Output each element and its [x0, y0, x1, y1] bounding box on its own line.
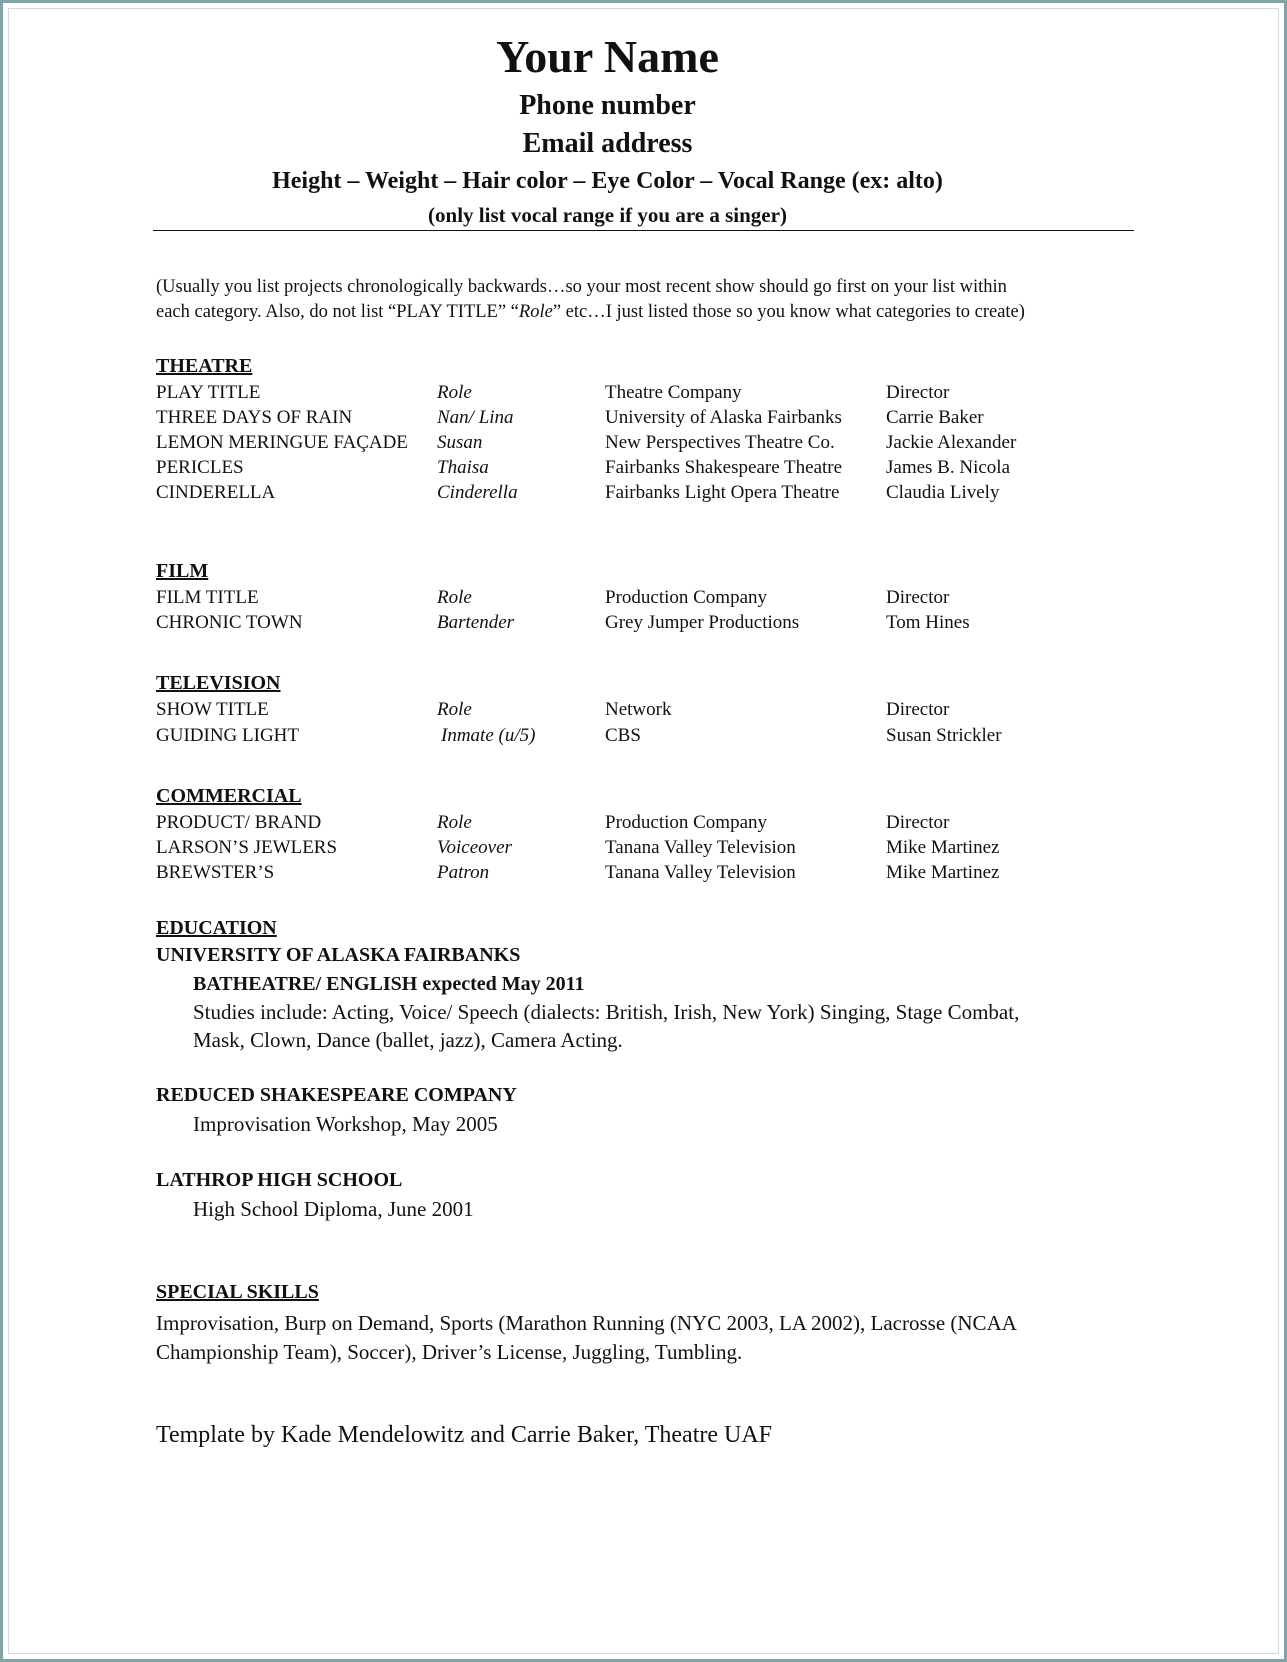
- commercial-director: Director: [886, 812, 950, 833]
- tv-director: Susan Strickler: [886, 725, 1002, 746]
- commercial-director: Mike Martinez: [886, 837, 1000, 858]
- theatre-role: Thaisa: [437, 457, 489, 478]
- section-heading-television: TELEVISION: [156, 672, 281, 694]
- training-detail: High School Diploma, June 2001: [193, 1197, 474, 1221]
- tv-title: GUIDING LIGHT: [156, 725, 299, 746]
- film-title: CHRONIC TOWN: [156, 612, 303, 633]
- tv-role: Role: [437, 699, 472, 720]
- tv-director: Director: [886, 699, 950, 720]
- commercial-role: Role: [437, 812, 472, 833]
- theatre-director: Carrie Baker: [886, 407, 984, 428]
- school-name: UNIVERSITY OF ALASKA FAIRBANKS: [156, 944, 521, 966]
- section-heading-commercial: COMMERCIAL: [156, 785, 302, 807]
- film-role: Role: [437, 587, 472, 608]
- tv-network: Network: [605, 699, 672, 720]
- school-name: REDUCED SHAKESPEARE COMPANY: [156, 1084, 517, 1106]
- film-director: Tom Hines: [886, 612, 970, 633]
- commercial-director: Mike Martinez: [886, 862, 1000, 883]
- template-credit: Template by Kade Mendelowitz and Carrie Baker, Theatre UAF: [156, 1422, 773, 1448]
- theatre-title: THREE DAYS OF RAIN: [156, 407, 353, 428]
- theatre-role: Role: [437, 382, 472, 403]
- commercial-role: Voiceover: [437, 837, 512, 858]
- tv-network: CBS: [605, 725, 641, 746]
- theatre-company: New Perspectives Theatre Co.: [605, 432, 835, 453]
- intro-note: [156, 275, 1126, 325]
- intro-role-word: Role: [518, 302, 553, 322]
- theatre-director: Claudia Lively: [886, 482, 1000, 503]
- header-divider: [153, 230, 1134, 231]
- commercial-company: Tanana Valley Television: [605, 837, 796, 858]
- tv-role: Inmate (u/5): [441, 725, 536, 746]
- film-role: Bartender: [437, 612, 515, 633]
- phone-number: Phone number: [519, 90, 696, 121]
- skills-text: Improvisation, Burp on Demand, Sports (Marathon Running (NYC 2003, LA 2002), Lacrosse (NCAA Championship Team), Soccer), Driver’s License, Juggling, Tumbling.: [156, 1311, 1016, 1364]
- email-address: Email address: [522, 128, 693, 159]
- section-heading-theatre: THEATRE: [156, 355, 253, 377]
- school-name: LATHROP HIGH SCHOOL: [156, 1169, 403, 1191]
- intro-line-2a: each category. Also, do not list “PLAY TITLE” “: [156, 302, 519, 322]
- degree: BATHEATRE/ ENGLISH expected May 2011: [193, 973, 585, 995]
- tv-title: SHOW TITLE: [156, 699, 269, 720]
- intro-line-2b: ” etc…I just listed those so you know what categories to create): [552, 302, 1025, 322]
- theatre-title: PERICLES: [156, 457, 244, 478]
- physical-stats: Height – Weight – Hair color – Eye Color – Vocal Range (ex: alto): [272, 168, 943, 194]
- theatre-title: PLAY TITLE: [156, 382, 261, 403]
- section-heading-film: FILM: [156, 560, 209, 582]
- theatre-director: Jackie Alexander: [886, 432, 1017, 453]
- theatre-role: Nan/ Lina: [437, 407, 514, 428]
- studies-line: Mask, Clown, Dance (ballet, jazz), Camera Acting.: [193, 1028, 623, 1052]
- theatre-title: LEMON MERINGUE FAÇADE: [156, 432, 408, 453]
- film-company: Grey Jumper Productions: [605, 612, 800, 633]
- commercial-product: LARSON’S JEWLERS: [156, 837, 338, 858]
- commercial-company: Tanana Valley Television: [605, 862, 796, 883]
- training-detail: Improvisation Workshop, May 2005: [193, 1112, 498, 1136]
- commercial-company: Production Company: [605, 812, 768, 833]
- theatre-director: James B. Nicola: [886, 457, 1011, 478]
- commercial-role: Patron: [437, 862, 490, 883]
- film-title: FILM TITLE: [156, 587, 259, 608]
- film-director: Director: [886, 587, 950, 608]
- theatre-company: University of Alaska Fairbanks: [605, 407, 842, 428]
- theatre-title: CINDERELLA: [156, 482, 276, 503]
- theatre-director: Director: [886, 382, 950, 403]
- commercial-product: BREWSTER’S: [156, 862, 275, 883]
- commercial-product: PRODUCT/ BRAND: [156, 812, 322, 833]
- theatre-company: Fairbanks Shakespeare Theatre: [605, 457, 843, 478]
- section-heading-education: EDUCATION: [156, 917, 277, 939]
- section-heading-skills: SPECIAL SKILLS: [156, 1281, 319, 1303]
- theatre-role: Cinderella: [437, 482, 518, 503]
- theatre-company: Fairbanks Light Opera Theatre: [605, 482, 840, 503]
- theatre-role: Susan: [437, 432, 483, 453]
- intro-line-1: (Usually you list projects chronologically backwards…so your most recent show should go first on your list within: [156, 277, 1007, 297]
- theatre-company: Theatre Company: [605, 382, 742, 403]
- resume-name: Your Name: [496, 31, 719, 82]
- vocal-range-note: (only list vocal range if you are a singer): [428, 203, 787, 227]
- studies-line: Studies include: Acting, Voice/ Speech (dialects: British, Irish, New York) Singing, Stage Combat,: [193, 1000, 1020, 1024]
- film-company: Production Company: [605, 587, 768, 608]
